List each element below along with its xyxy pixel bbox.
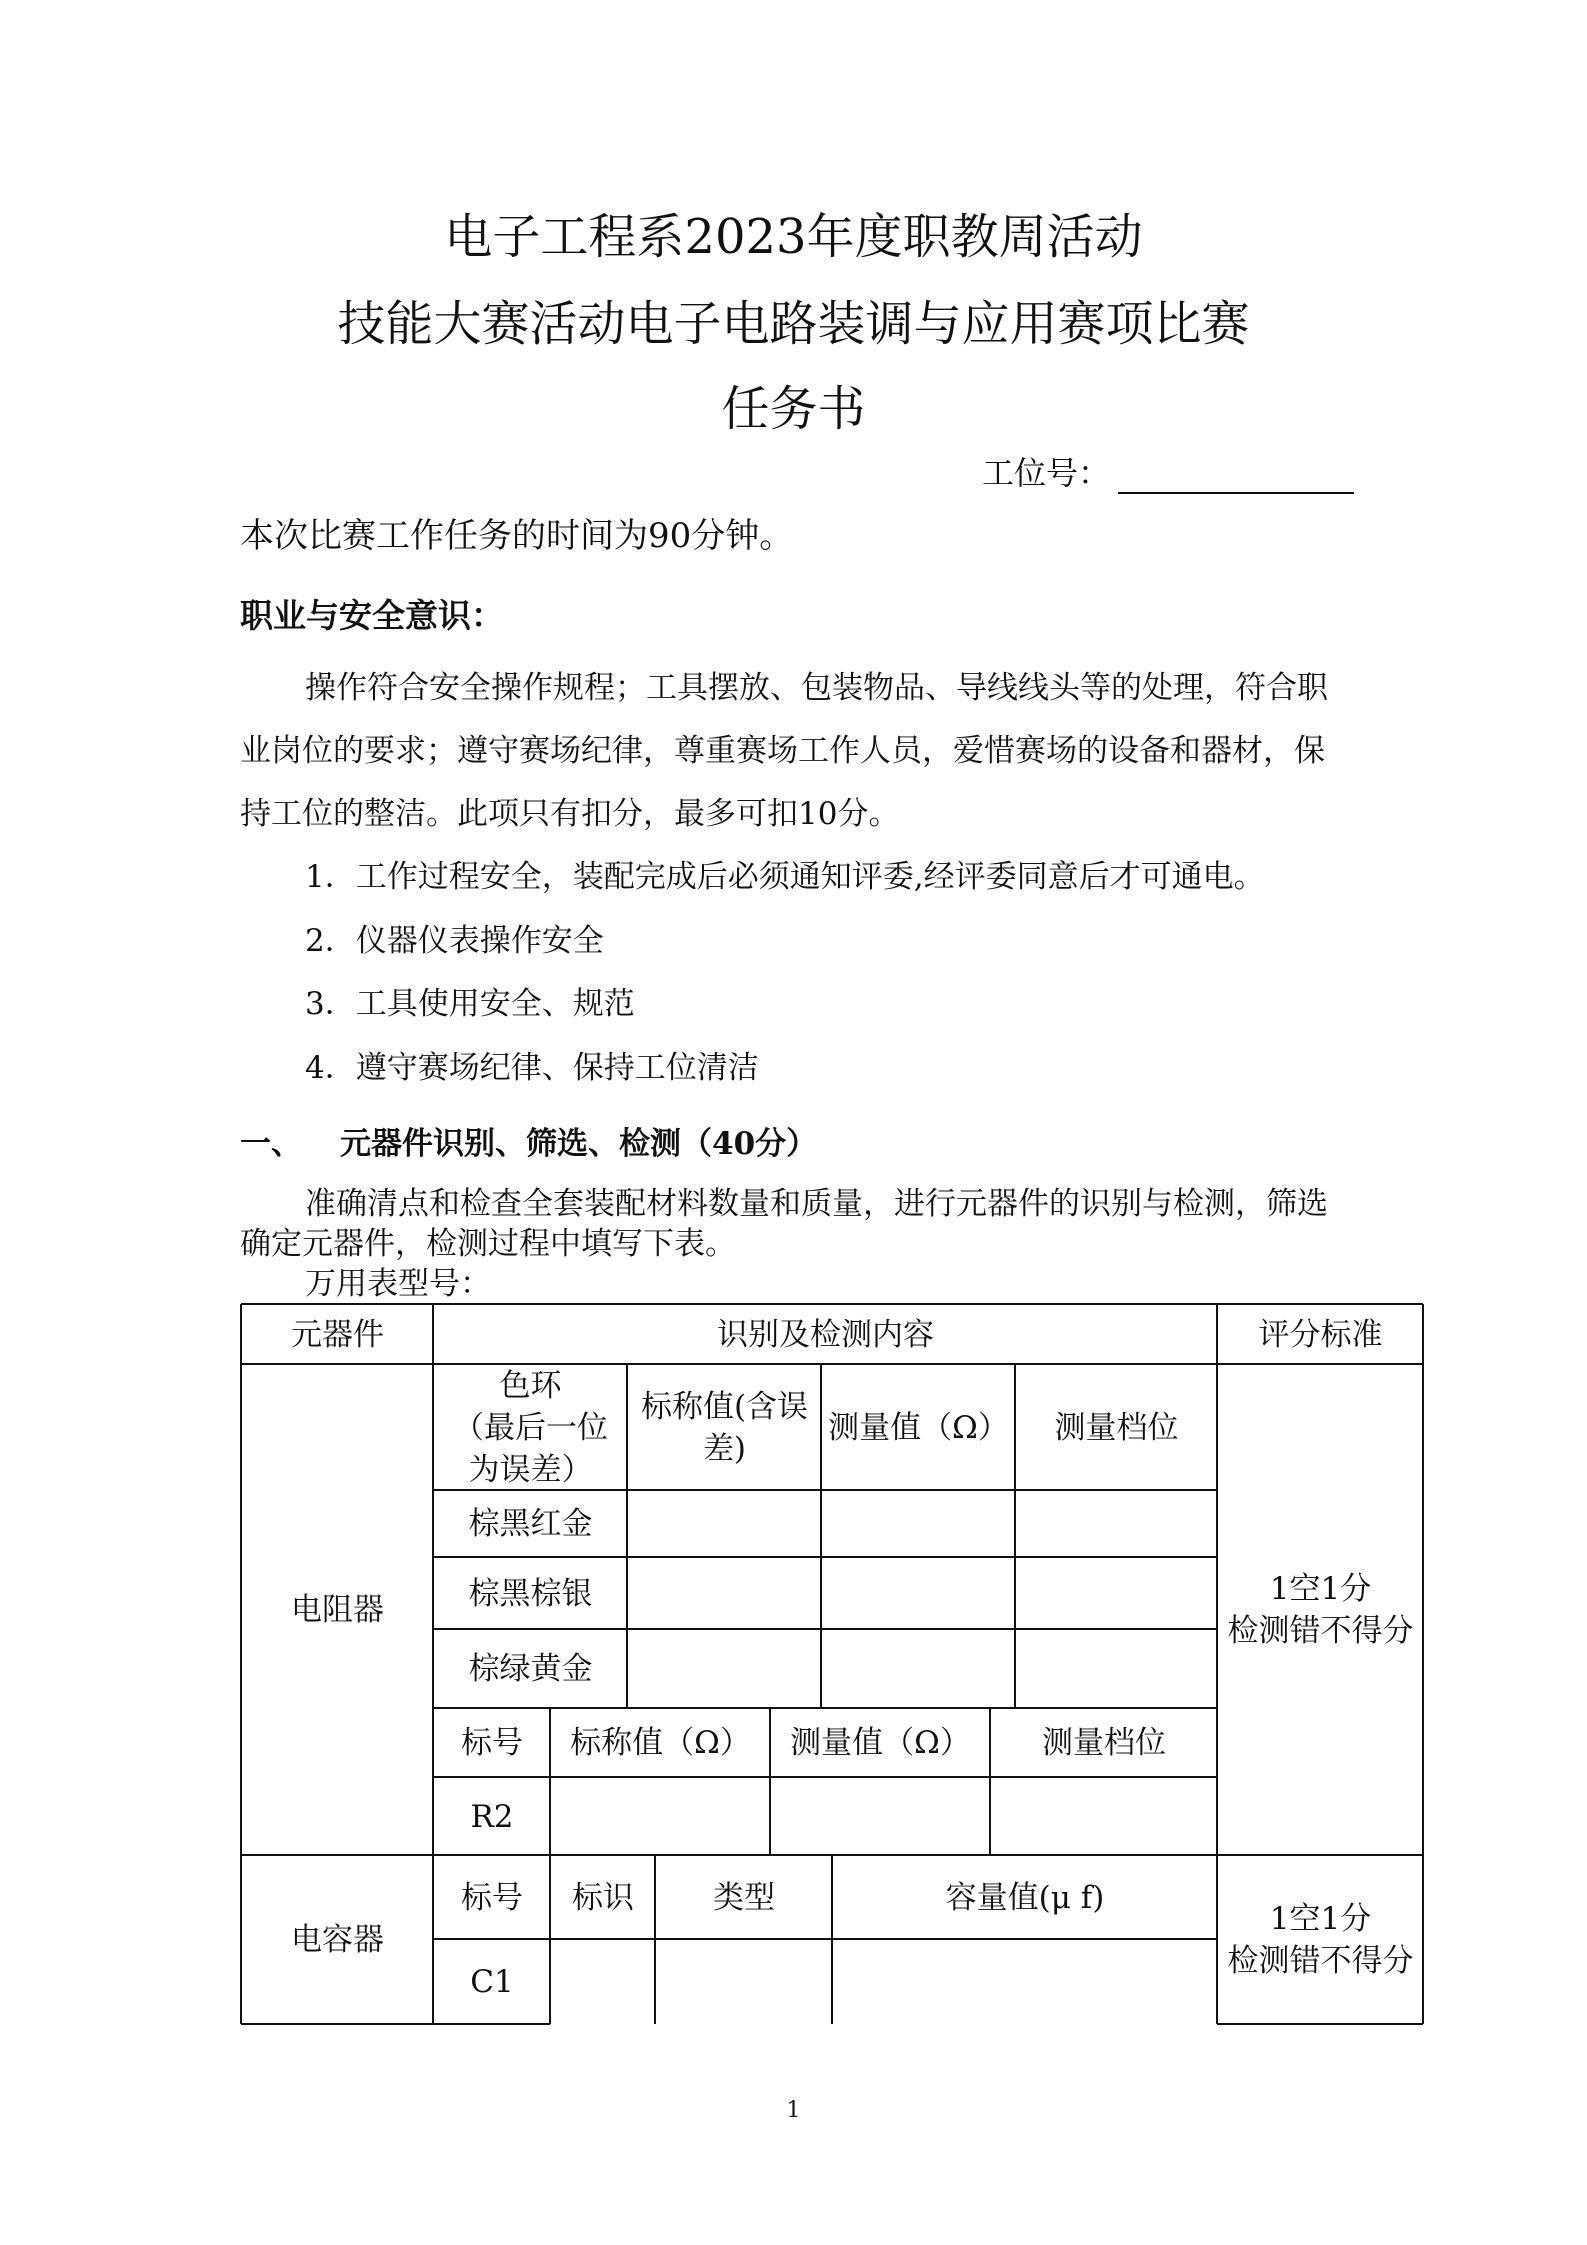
safety-item-4: 4．遵守赛场纪律、保持工位清洁 bbox=[305, 1050, 759, 1086]
safety-item-1: 1．工作过程安全，装配完成后必须通知评委,经评委同意后才可通电。 bbox=[305, 859, 1265, 895]
section-1-desc-line-1: 准确清点和检查全套装配材料数量和质量，进行元器件的识别与检测，筛选 bbox=[305, 1186, 1328, 1222]
document-subtitle: 技能大赛活动电子电路装调与应用赛项比赛 bbox=[337, 296, 1250, 352]
work-position-label: 工位号： bbox=[982, 454, 1111, 492]
capacitor-score-line-1: 1空1分 bbox=[1269, 1901, 1372, 1937]
safety-item-3: 3．工具使用安全、规范 bbox=[305, 986, 635, 1022]
safety-paragraph-line-1: 操作符合安全操作规程；工具摆放、包装物品、导线线头等的处理，符合职 bbox=[305, 670, 1328, 706]
safety-heading: 职业与安全意识： bbox=[240, 596, 504, 635]
time-note: 本次比赛工作任务的时间为90分钟。 bbox=[240, 516, 794, 556]
capacitor-label: 电容器 bbox=[291, 1922, 384, 1958]
r2-nominal-header: 标称值（Ω） bbox=[570, 1725, 751, 1761]
capacitor-score bbox=[1218, 1856, 1423, 2024]
color-ring-header bbox=[434, 1365, 627, 1490]
page-number: 1 bbox=[786, 2098, 801, 2123]
color-ring-row-1: 棕黑红金 bbox=[468, 1506, 593, 1542]
section-1-number: 一、 bbox=[240, 1126, 302, 1162]
section-1-heading bbox=[240, 1118, 817, 1163]
nominal-value-header-line-2: 差) bbox=[702, 1430, 747, 1467]
nominal-value-header-line-1: 标称值(含误 bbox=[640, 1388, 809, 1425]
color-ring-row-2: 棕黑棕银 bbox=[468, 1575, 593, 1612]
resistor-score bbox=[1218, 1365, 1423, 1855]
safety-item-2: 2．仪器仪表操作安全 bbox=[305, 923, 604, 959]
section-1-title: 元器件识别、筛选、检测（40分） bbox=[340, 1126, 818, 1162]
resistor-score-line-1: 1空1分 bbox=[1269, 1571, 1372, 1607]
capacitor-capacity-header: 容量值(μ f) bbox=[945, 1879, 1105, 1916]
capacitor-ref-header: 标号 bbox=[461, 1879, 523, 1916]
measured-value-header: 测量值（Ω） bbox=[828, 1409, 1009, 1446]
component-test-table bbox=[240, 1303, 1424, 2025]
capacitor-score-line-2: 检测错不得分 bbox=[1227, 1943, 1414, 1979]
measure-range-header: 测量档位 bbox=[1054, 1409, 1179, 1446]
color-ring-row-3: 棕绿黄金 bbox=[468, 1651, 593, 1687]
color-ring-header-line-2: （最后一位 bbox=[453, 1409, 608, 1446]
safety-paragraph-line-3: 持工位的整洁。此项只有扣分，最多可扣10分。 bbox=[240, 796, 900, 832]
document-title: 电子工程系2023年度职教周活动 bbox=[444, 209, 1143, 265]
safety-paragraph-line-2: 业岗位的要求；遵守赛场纪律，尊重赛场工作人员，爱惜赛场的设备和器材，保 bbox=[240, 733, 1325, 769]
r2-ref-header: 标号 bbox=[461, 1725, 523, 1761]
r2-measured-header: 测量值（Ω） bbox=[790, 1725, 971, 1761]
nominal-value-header bbox=[628, 1365, 821, 1490]
capacitor-type-header: 类型 bbox=[713, 1879, 775, 1916]
r2-ref: R2 bbox=[470, 1798, 514, 1835]
capacitor-mark-header: 标识 bbox=[572, 1879, 634, 1916]
work-position-blank bbox=[1118, 458, 1354, 494]
multimeter-model-label: 万用表型号： bbox=[305, 1266, 491, 1302]
header-content: 识别及检测内容 bbox=[717, 1316, 934, 1353]
resistor-score-line-2: 检测错不得分 bbox=[1227, 1613, 1414, 1649]
c1-ref: C1 bbox=[470, 1964, 514, 2000]
color-ring-header-line-3: 为误差） bbox=[468, 1451, 593, 1488]
color-ring-header-line-1: 色环 bbox=[499, 1367, 562, 1404]
header-score: 评分标准 bbox=[1258, 1316, 1383, 1353]
resistor-label: 电阻器 bbox=[291, 1592, 384, 1628]
header-component: 元器件 bbox=[291, 1316, 384, 1353]
work-position-field bbox=[982, 448, 1354, 494]
r2-range-header: 测量档位 bbox=[1042, 1725, 1166, 1761]
section-1-desc-line-2: 确定元器件，检测过程中填写下表。 bbox=[240, 1226, 736, 1262]
document-title-task: 任务书 bbox=[721, 381, 866, 437]
